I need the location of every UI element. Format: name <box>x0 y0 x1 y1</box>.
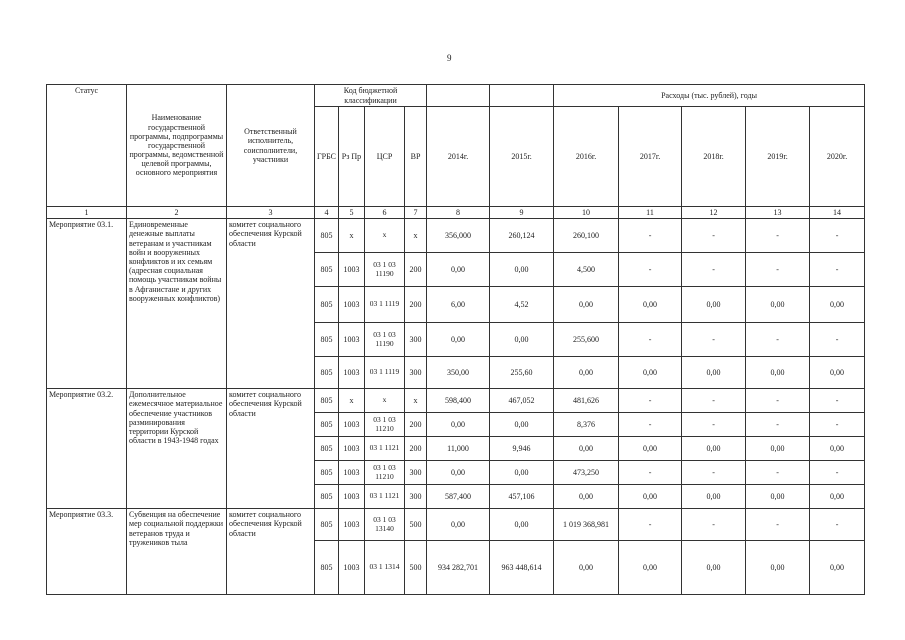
column-number: 4 <box>315 207 339 219</box>
expense-value-cell: 255,600 <box>554 323 619 357</box>
column-number: 11 <box>619 207 682 219</box>
expense-value-cell: 0,00 <box>619 437 682 461</box>
expense-value-cell: 0,00 <box>490 413 554 437</box>
header-year: 2017г. <box>619 107 682 207</box>
expense-value-cell: - <box>810 413 865 437</box>
expense-value-cell: - <box>619 323 682 357</box>
rzpr-cell: 1003 <box>339 357 365 389</box>
grbs-cell: 805 <box>315 541 339 595</box>
csr-cell: 03 1 03 11190 <box>365 253 405 287</box>
expense-value-cell: 255,60 <box>490 357 554 389</box>
expense-value-cell: - <box>682 219 746 253</box>
header-year: 2015г. <box>490 107 554 207</box>
expense-value-cell: - <box>746 413 810 437</box>
responsible-cell: комитет социального обеспечения Курской области <box>227 219 315 389</box>
rzpr-cell: 1003 <box>339 413 365 437</box>
rzpr-cell: 1003 <box>339 461 365 485</box>
expense-value-cell: 4,52 <box>490 287 554 323</box>
csr-cell: 03 1 03 13140 <box>365 509 405 541</box>
column-number-row <box>47 207 865 219</box>
expense-value-cell: 0,00 <box>554 287 619 323</box>
header-csr: ЦСР <box>365 107 405 207</box>
expense-value-cell: - <box>746 461 810 485</box>
vr-cell: 200 <box>405 437 427 461</box>
expense-value-cell: 587,400 <box>427 485 490 509</box>
header-blank-9 <box>490 85 554 107</box>
expense-value-cell: 481,626 <box>554 389 619 413</box>
expense-value-cell: - <box>746 253 810 287</box>
header-year: 2016г. <box>554 107 619 207</box>
column-number: 10 <box>554 207 619 219</box>
vr-cell: 500 <box>405 541 427 595</box>
expense-value-cell: 0,00 <box>810 437 865 461</box>
expense-value-cell: 963 448,614 <box>490 541 554 595</box>
expense-value-cell: 0,00 <box>682 541 746 595</box>
table-row <box>47 389 865 413</box>
status-cell: Мероприятие 03.2. <box>47 389 127 509</box>
expense-value-cell: - <box>810 461 865 485</box>
expense-value-cell: 0,00 <box>810 485 865 509</box>
expense-value-cell: 0,00 <box>427 323 490 357</box>
expense-value-cell: 0,00 <box>619 287 682 323</box>
expense-value-cell: 9,946 <box>490 437 554 461</box>
expense-value-cell: 473,250 <box>554 461 619 485</box>
header-vr: ВР <box>405 107 427 207</box>
expense-value-cell: 0,00 <box>746 485 810 509</box>
grbs-cell: 805 <box>315 287 339 323</box>
expense-value-cell: - <box>619 509 682 541</box>
vr-cell: 300 <box>405 357 427 389</box>
rzpr-cell: 1003 <box>339 437 365 461</box>
csr-cell: х <box>365 219 405 253</box>
expense-value-cell: 0,00 <box>682 437 746 461</box>
expense-value-cell: - <box>810 509 865 541</box>
column-number: 7 <box>405 207 427 219</box>
rzpr-cell: 1003 <box>339 541 365 595</box>
program-name-cell: Единовременные денежные выплаты ветеранам и участникам войн и вооруженных конфликтов и их семьям (адресная социальная помощь участникам войны в Афганистане и других вооруженных конфликтов) <box>127 219 227 389</box>
responsible-cell: комитет социального обеспечения Курской области <box>227 389 315 509</box>
expense-value-cell: - <box>619 461 682 485</box>
rzpr-cell: 1003 <box>339 509 365 541</box>
header-year: 2019г. <box>746 107 810 207</box>
header-status: Статус <box>47 85 127 207</box>
header-year: 2020г. <box>810 107 865 207</box>
expense-value-cell: - <box>746 323 810 357</box>
expense-value-cell: - <box>619 253 682 287</box>
rzpr-cell: 1003 <box>339 287 365 323</box>
expense-value-cell: 0,00 <box>746 357 810 389</box>
column-number: 3 <box>227 207 315 219</box>
expense-value-cell: - <box>619 389 682 413</box>
header-code-group: Код бюджетной классификации <box>315 85 427 107</box>
expense-value-cell: 0,00 <box>490 253 554 287</box>
vr-cell: 200 <box>405 413 427 437</box>
grbs-cell: 805 <box>315 389 339 413</box>
expense-value-cell: - <box>682 323 746 357</box>
expense-value-cell: 356,000 <box>427 219 490 253</box>
expense-value-cell: 0,00 <box>554 485 619 509</box>
expense-value-cell: - <box>810 389 865 413</box>
grbs-cell: 805 <box>315 413 339 437</box>
expense-value-cell: 0,00 <box>810 541 865 595</box>
expense-value-cell: 0,00 <box>746 287 810 323</box>
expense-value-cell: 598,400 <box>427 389 490 413</box>
header-expenses-group: Расходы (тыс. рублей), годы <box>554 85 865 107</box>
expense-value-cell: 350,00 <box>427 357 490 389</box>
csr-cell: 03 1 03 11190 <box>365 323 405 357</box>
csr-cell: 03 1 1121 <box>365 437 405 461</box>
expense-value-cell: 0,00 <box>682 357 746 389</box>
expense-value-cell: 0,00 <box>746 541 810 595</box>
expense-value-cell: - <box>746 219 810 253</box>
csr-cell: 03 1 1119 <box>365 287 405 323</box>
expense-value-cell: 0,00 <box>619 357 682 389</box>
page-number: 9 <box>447 53 452 63</box>
column-number: 12 <box>682 207 746 219</box>
expense-value-cell: - <box>746 509 810 541</box>
csr-cell: х <box>365 389 405 413</box>
rzpr-cell: 1003 <box>339 485 365 509</box>
grbs-cell: 805 <box>315 437 339 461</box>
header-name: Наименование государственной программы, подпрограммы государственной программы, ведомственной целевой программы, основного мероприятия <box>127 85 227 207</box>
vr-cell: х <box>405 219 427 253</box>
column-number: 14 <box>810 207 865 219</box>
expense-value-cell: 6,00 <box>427 287 490 323</box>
expense-value-cell: 4,500 <box>554 253 619 287</box>
program-name-cell: Дополнительное ежемесячное материальное обеспечение участников разминирования территории Курской области в 1943-1948 годах <box>127 389 227 509</box>
vr-cell: 300 <box>405 485 427 509</box>
expense-value-cell: - <box>682 253 746 287</box>
expense-value-cell: 0,00 <box>554 437 619 461</box>
expense-value-cell: 467,052 <box>490 389 554 413</box>
grbs-cell: 805 <box>315 219 339 253</box>
rzpr-cell: х <box>339 389 365 413</box>
grbs-cell: 805 <box>315 253 339 287</box>
expense-value-cell: 457,106 <box>490 485 554 509</box>
expense-value-cell: 0,00 <box>619 485 682 509</box>
grbs-cell: 805 <box>315 357 339 389</box>
grbs-cell: 805 <box>315 323 339 357</box>
expense-value-cell: 0,00 <box>427 509 490 541</box>
expense-value-cell: 0,00 <box>427 413 490 437</box>
expense-value-cell: - <box>810 219 865 253</box>
column-number: 5 <box>339 207 365 219</box>
program-name-cell: Субвенция на обеспечение мер социальной поддержки ветеранов труда и тружеников тыла <box>127 509 227 595</box>
rzpr-cell: 1003 <box>339 323 365 357</box>
column-number: 6 <box>365 207 405 219</box>
status-cell: Мероприятие 03.1. <box>47 219 127 389</box>
rzpr-cell: 1003 <box>339 253 365 287</box>
header-year: 2014г. <box>427 107 490 207</box>
expense-value-cell: - <box>619 219 682 253</box>
expense-value-cell: - <box>810 253 865 287</box>
csr-cell: 03 1 03 11210 <box>365 461 405 485</box>
expense-value-cell: 0,00 <box>490 509 554 541</box>
expense-value-cell: 934 282,701 <box>427 541 490 595</box>
vr-cell: 500 <box>405 509 427 541</box>
budget-table <box>46 84 865 595</box>
table-row <box>47 509 865 541</box>
vr-cell: 200 <box>405 287 427 323</box>
expense-value-cell: 8,376 <box>554 413 619 437</box>
vr-cell: х <box>405 389 427 413</box>
expense-value-cell: - <box>682 509 746 541</box>
csr-cell: 03 1 1121 <box>365 485 405 509</box>
expense-value-cell: 11,000 <box>427 437 490 461</box>
header-grbs: ГРБС <box>315 107 339 207</box>
vr-cell: 300 <box>405 323 427 357</box>
expense-value-cell: 1 019 368,981 <box>554 509 619 541</box>
expense-value-cell: 0,00 <box>427 461 490 485</box>
expense-value-cell: 260,124 <box>490 219 554 253</box>
table-body <box>47 219 865 595</box>
rzpr-cell: х <box>339 219 365 253</box>
column-number: 1 <box>47 207 127 219</box>
grbs-cell: 805 <box>315 461 339 485</box>
grbs-cell: 805 <box>315 485 339 509</box>
vr-cell: 200 <box>405 253 427 287</box>
header-rzpr: Рз Пр <box>339 107 365 207</box>
expense-value-cell: - <box>810 323 865 357</box>
grbs-cell: 805 <box>315 509 339 541</box>
expense-value-cell: - <box>746 389 810 413</box>
expense-value-cell: 0,00 <box>427 253 490 287</box>
responsible-cell: комитет социального обеспечения Курской области <box>227 509 315 595</box>
column-number: 9 <box>490 207 554 219</box>
expense-value-cell: - <box>682 413 746 437</box>
expense-value-cell: 0,00 <box>746 437 810 461</box>
column-number: 8 <box>427 207 490 219</box>
expense-value-cell: - <box>619 413 682 437</box>
vr-cell: 300 <box>405 461 427 485</box>
column-number: 2 <box>127 207 227 219</box>
expense-value-cell: - <box>682 389 746 413</box>
csr-cell: 03 1 1119 <box>365 357 405 389</box>
expense-value-cell: 0,00 <box>682 287 746 323</box>
expense-value-cell: 0,00 <box>810 357 865 389</box>
column-number: 13 <box>746 207 810 219</box>
expense-value-cell: 0,00 <box>490 323 554 357</box>
expense-value-cell: 0,00 <box>682 485 746 509</box>
expense-value-cell: 0,00 <box>554 541 619 595</box>
expense-value-cell: - <box>682 461 746 485</box>
expense-value-cell: 0,00 <box>619 541 682 595</box>
expense-value-cell: 0,00 <box>554 357 619 389</box>
table-row <box>47 219 865 253</box>
status-cell: Мероприятие 03.3. <box>47 509 127 595</box>
expense-value-cell: 0,00 <box>810 287 865 323</box>
header-year: 2018г. <box>682 107 746 207</box>
expense-value-cell: 260,100 <box>554 219 619 253</box>
expense-value-cell: 0,00 <box>490 461 554 485</box>
header-responsible: Ответственный исполнитель, соисполнители, участники <box>227 85 315 207</box>
csr-cell: 03 1 03 11210 <box>365 413 405 437</box>
header-blank-8 <box>427 85 490 107</box>
csr-cell: 03 1 1314 <box>365 541 405 595</box>
table-header <box>47 85 865 219</box>
